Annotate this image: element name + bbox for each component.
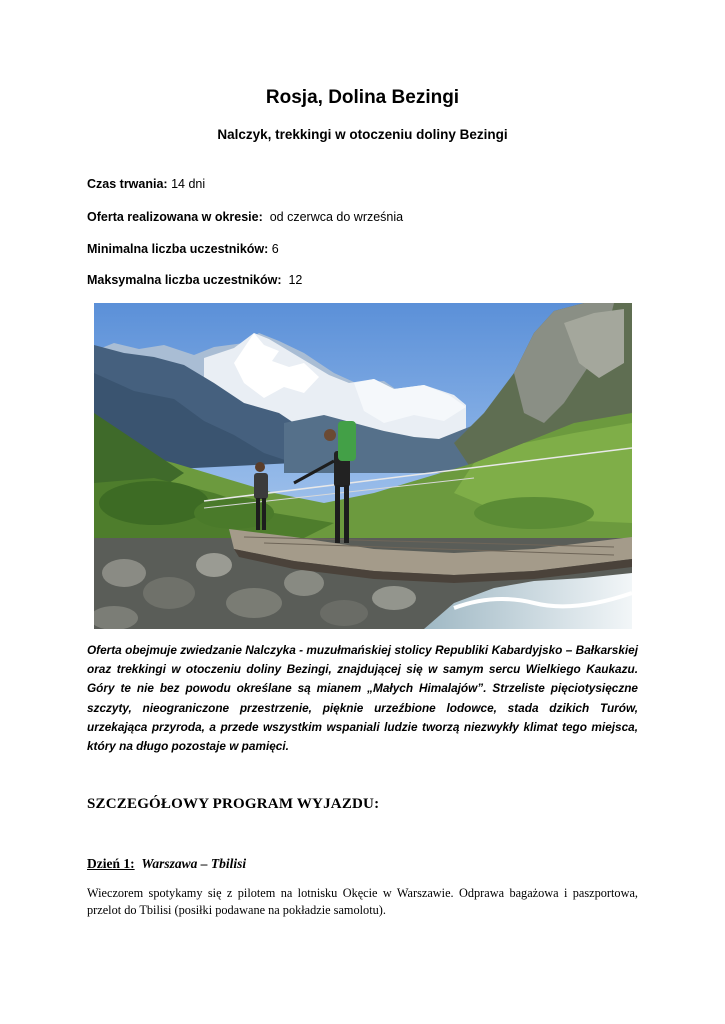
section-heading: SZCZEGÓŁOWY PROGRAM WYJAZDU:	[87, 796, 380, 812]
info-max-participants	[87, 273, 302, 287]
day-title: Warszawa – Tbilisi	[141, 856, 247, 871]
day-description: Wieczorem spotykamy się z pilotem na lotnisku Okęcie w Warszawie. Odprawa bagażowa i paszportowa, przelot do Tbilisi (posiłki podawane na pokładzie samolotu).	[87, 886, 638, 917]
info-label: Oferta realizowana w okresie:	[87, 210, 263, 224]
info-duration	[87, 177, 205, 191]
info-period	[87, 210, 403, 224]
day-label: Dzień 1:	[87, 856, 135, 871]
info-value: 12	[288, 273, 303, 287]
info-label: Czas trwania:	[87, 177, 168, 191]
offer-description: Oferta obejmuje zwiedzanie Nalczyka - muzułmańskiej stolicy Republiki Kabardyjsko – Bałkarskiej oraz trekkingi w otoczeniu doliny Bezingi, znajdującej się w samym sercu Wielkiego Kaukazu. Góry te nie bez powodu określane są mianem „Małych Himalajów”. Strzeliste pięciotysięczne szczyty, nieograniczone przestrzenie, pięknie urzeźbione lodowce, stada dzikich Turów, urzekająca przyroda, a przede wszystkim wspaniali ludzie tworzą niezwykły klimat tego miejsca, który na długo pozostaje w pamięci.	[87, 643, 638, 754]
mountain-trek-photo	[94, 303, 632, 629]
info-label: Minimalna liczba uczestników:	[87, 242, 269, 256]
info-value: 14 dni	[171, 177, 206, 191]
info-value: 6	[271, 242, 279, 256]
info-label: Maksymalna liczba uczestników:	[87, 273, 282, 287]
info-min-participants	[87, 242, 279, 256]
info-value: od czerwca do września	[269, 210, 404, 224]
page-title: Rosja, Dolina Bezingi	[265, 87, 460, 108]
day-heading	[87, 856, 246, 872]
page-subtitle: Nalczyk, trekkingi w otoczeniu doliny Bezingi	[217, 127, 508, 142]
